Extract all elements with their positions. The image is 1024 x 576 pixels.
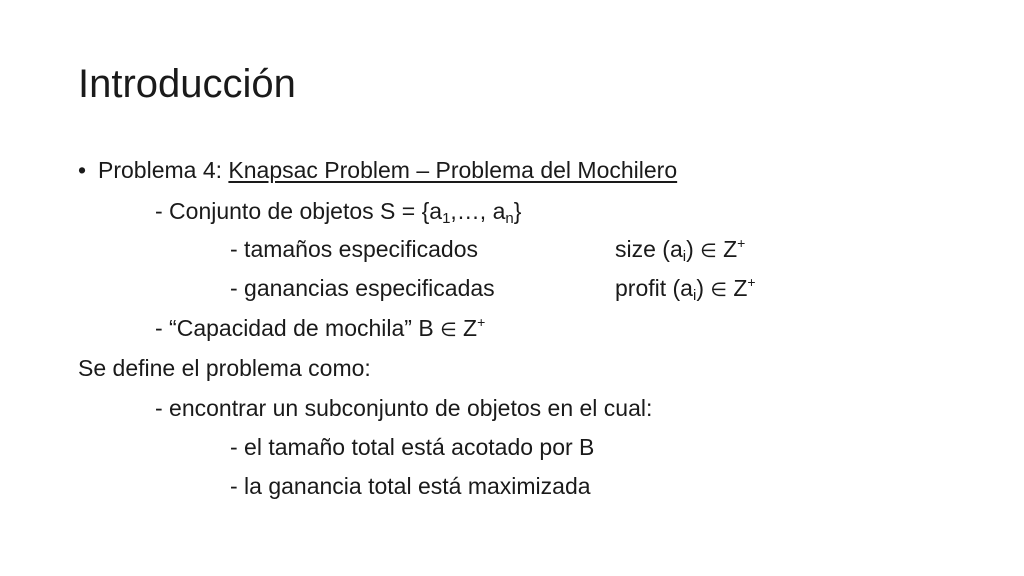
definition-line: Se define el problema como:	[78, 355, 371, 381]
profits-expression	[615, 273, 756, 306]
sizes-set: Z	[723, 236, 738, 262]
object-set-sub-n: n	[505, 210, 514, 227]
object-set-text-a: - Conjunto de objetos S = {a	[155, 198, 443, 224]
profits-sup-plus: +	[747, 274, 756, 290]
problem-name: Knapsac Problem – Problema del Mochilero	[228, 157, 678, 183]
sizes-sub-i: i	[682, 248, 687, 265]
capacity-line	[155, 313, 485, 346]
element-of-icon: ∈	[440, 320, 457, 341]
profits-sub-i: i	[692, 287, 697, 304]
problem-heading-line	[98, 155, 677, 185]
capacity-sup-plus: +	[477, 314, 486, 330]
sizes-expr-b: )	[686, 236, 694, 262]
element-of-icon: ∈	[700, 241, 717, 262]
sizes-expression	[615, 234, 745, 267]
slide-title: Introducción	[78, 62, 296, 106]
sizes-label: - tamaños especificados	[230, 236, 479, 262]
object-set-sub-1: 1	[442, 210, 451, 227]
object-set-line	[155, 196, 521, 226]
profits-set: Z	[733, 275, 748, 301]
problem-prefix: Problema 4:	[98, 157, 229, 183]
sizes-sup-plus: +	[737, 235, 746, 251]
element-of-icon: ∈	[710, 280, 727, 301]
size-bound-line: - el tamaño total está acotado por B	[230, 434, 595, 460]
capacity-set: Z	[463, 315, 478, 341]
profit-max-line: - la ganancia total está maximizada	[230, 473, 591, 499]
sizes-expr-a: size (a	[615, 236, 683, 262]
bullet-icon: •	[78, 157, 87, 183]
profits-label: - ganancias especificadas	[230, 275, 495, 301]
object-set-text-b: ,…, a	[450, 198, 506, 224]
capacity-text: - “Capacidad de mochila” B	[155, 315, 434, 341]
profits-expr-a: profit (a	[615, 275, 693, 301]
find-subset-line: - encontrar un subconjunto de objetos en el cual:	[155, 395, 653, 421]
profits-expr-b: )	[696, 275, 704, 301]
object-set-text-c: }	[513, 198, 522, 224]
